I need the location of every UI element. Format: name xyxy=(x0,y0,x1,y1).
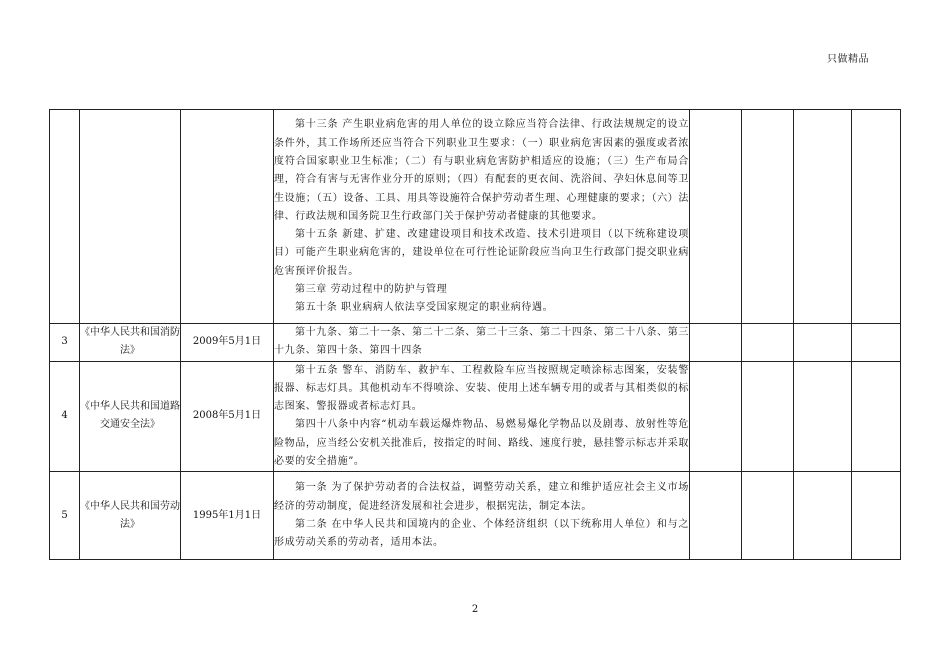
empty-cell xyxy=(742,472,794,560)
row-number: 3 xyxy=(50,324,80,362)
row-number: 4 xyxy=(50,361,80,472)
clause-content xyxy=(274,110,690,324)
empty-cell xyxy=(690,110,742,324)
header-note: 只做精品 xyxy=(827,54,869,65)
effective-date: 2008年5月1日 xyxy=(181,361,274,472)
clause-paragraph: 第十五条 新建、扩建、改建建设项目和技术改造、技术引进项目（以下统称建设项目）可能产生职业病危害的，建设单位在可行性论证阶段应当向卫生行政部门提交职业病危害预评价报告。 xyxy=(274,229,689,277)
empty-cell xyxy=(690,472,742,560)
empty-cell xyxy=(794,361,852,472)
row-number: 5 xyxy=(50,472,80,560)
law-name xyxy=(80,110,181,324)
law-name: 《中华人民共和国道路交通安全法》 xyxy=(80,361,181,472)
clause-content xyxy=(274,324,690,362)
empty-cell xyxy=(742,110,794,324)
effective-date xyxy=(181,110,274,324)
clause-paragraph: 第二条 在中华人民共和国境内的企业、个体经济组织（以下统称用人单位）和与之形成劳动关系的劳动者，适用本法。 xyxy=(274,518,689,549)
empty-cell xyxy=(742,361,794,472)
effective-date: 2009年5月1日 xyxy=(181,324,274,362)
clause-paragraph: 第三章 劳动过程中的防护与管理 xyxy=(295,284,448,296)
clause-content xyxy=(274,472,690,560)
empty-cell xyxy=(852,324,901,362)
empty-cell xyxy=(794,324,852,362)
table-row xyxy=(50,361,901,472)
effective-date: 1995年1月1日 xyxy=(181,472,274,560)
clause-paragraph: 第十三条 产生职业病危害的用人单位的设立除应当符合法律、行政法规规定的设立条件外，其工作场所还应当符合下列职业卫生要求：（一）职业病危害因素的强度或者浓度符合国家职业卫生标准；（二）有与职业病危害防护相适应的设施；（三）生产布局合理，符合有害与无害作业分开的原则；（四）有配套的更衣间、洗浴间、孕妇休息间等卫生设施；（五）设备、工具、用具等设施符合保护劳动者生理、心理健康的要求；（六）法律、行政法规和国务院卫生行政部门关于保护劳动者健康的其他要求。 xyxy=(274,119,689,222)
table-row xyxy=(50,110,901,324)
row-number xyxy=(50,110,80,324)
table-row xyxy=(50,324,901,362)
empty-cell xyxy=(852,361,901,472)
clause-paragraph: 第十九条、第二十一条、第二十二条、第二十三条、第二十四条、第二十八条、第三十九条、第四十条、第四十四条 xyxy=(274,327,689,357)
empty-cell xyxy=(690,324,742,362)
empty-cell xyxy=(852,472,901,560)
page-number: 2 xyxy=(471,604,479,615)
clause-paragraph: 第一条 为了保护劳动者的合法权益，调整劳动关系，建立和维护适应社会主义市场经济的劳动制度，促进经济发展和社会进步，根据宪法，制定本法。 xyxy=(274,482,689,512)
law-name: 《中华人民共和国劳动法》 xyxy=(80,472,181,560)
clause-paragraph: 第十五条 警车、消防车、救护车、工程救险车应当按照规定喷涂标志图案，安装警报器、标志灯具。其他机动车不得喷涂、安装、使用上述车辆专用的或者与其相类似的标志图案、警报器或者标志灯具。 xyxy=(274,364,689,413)
empty-cell xyxy=(852,110,901,324)
clause-paragraph: 第四十八条中内容“机动车载运爆炸物品、易燃易爆化学物品以及剧毒、放射性等危险物品，应当经公安机关批准后，按指定的时间、路线、速度行驶，悬挂警示标志并采取必要的安全措施”。 xyxy=(274,419,689,468)
empty-cell xyxy=(794,110,852,324)
clause-paragraph: 第五十条 职业病病人依法享受国家规定的职业病待遇。 xyxy=(295,302,554,314)
empty-cell xyxy=(690,361,742,472)
clause-content xyxy=(274,361,690,472)
table-row xyxy=(50,472,901,560)
law-table xyxy=(49,109,901,560)
law-name: 《中华人民共和国消防法》 xyxy=(80,324,181,362)
empty-cell xyxy=(742,324,794,362)
empty-cell xyxy=(794,472,852,560)
